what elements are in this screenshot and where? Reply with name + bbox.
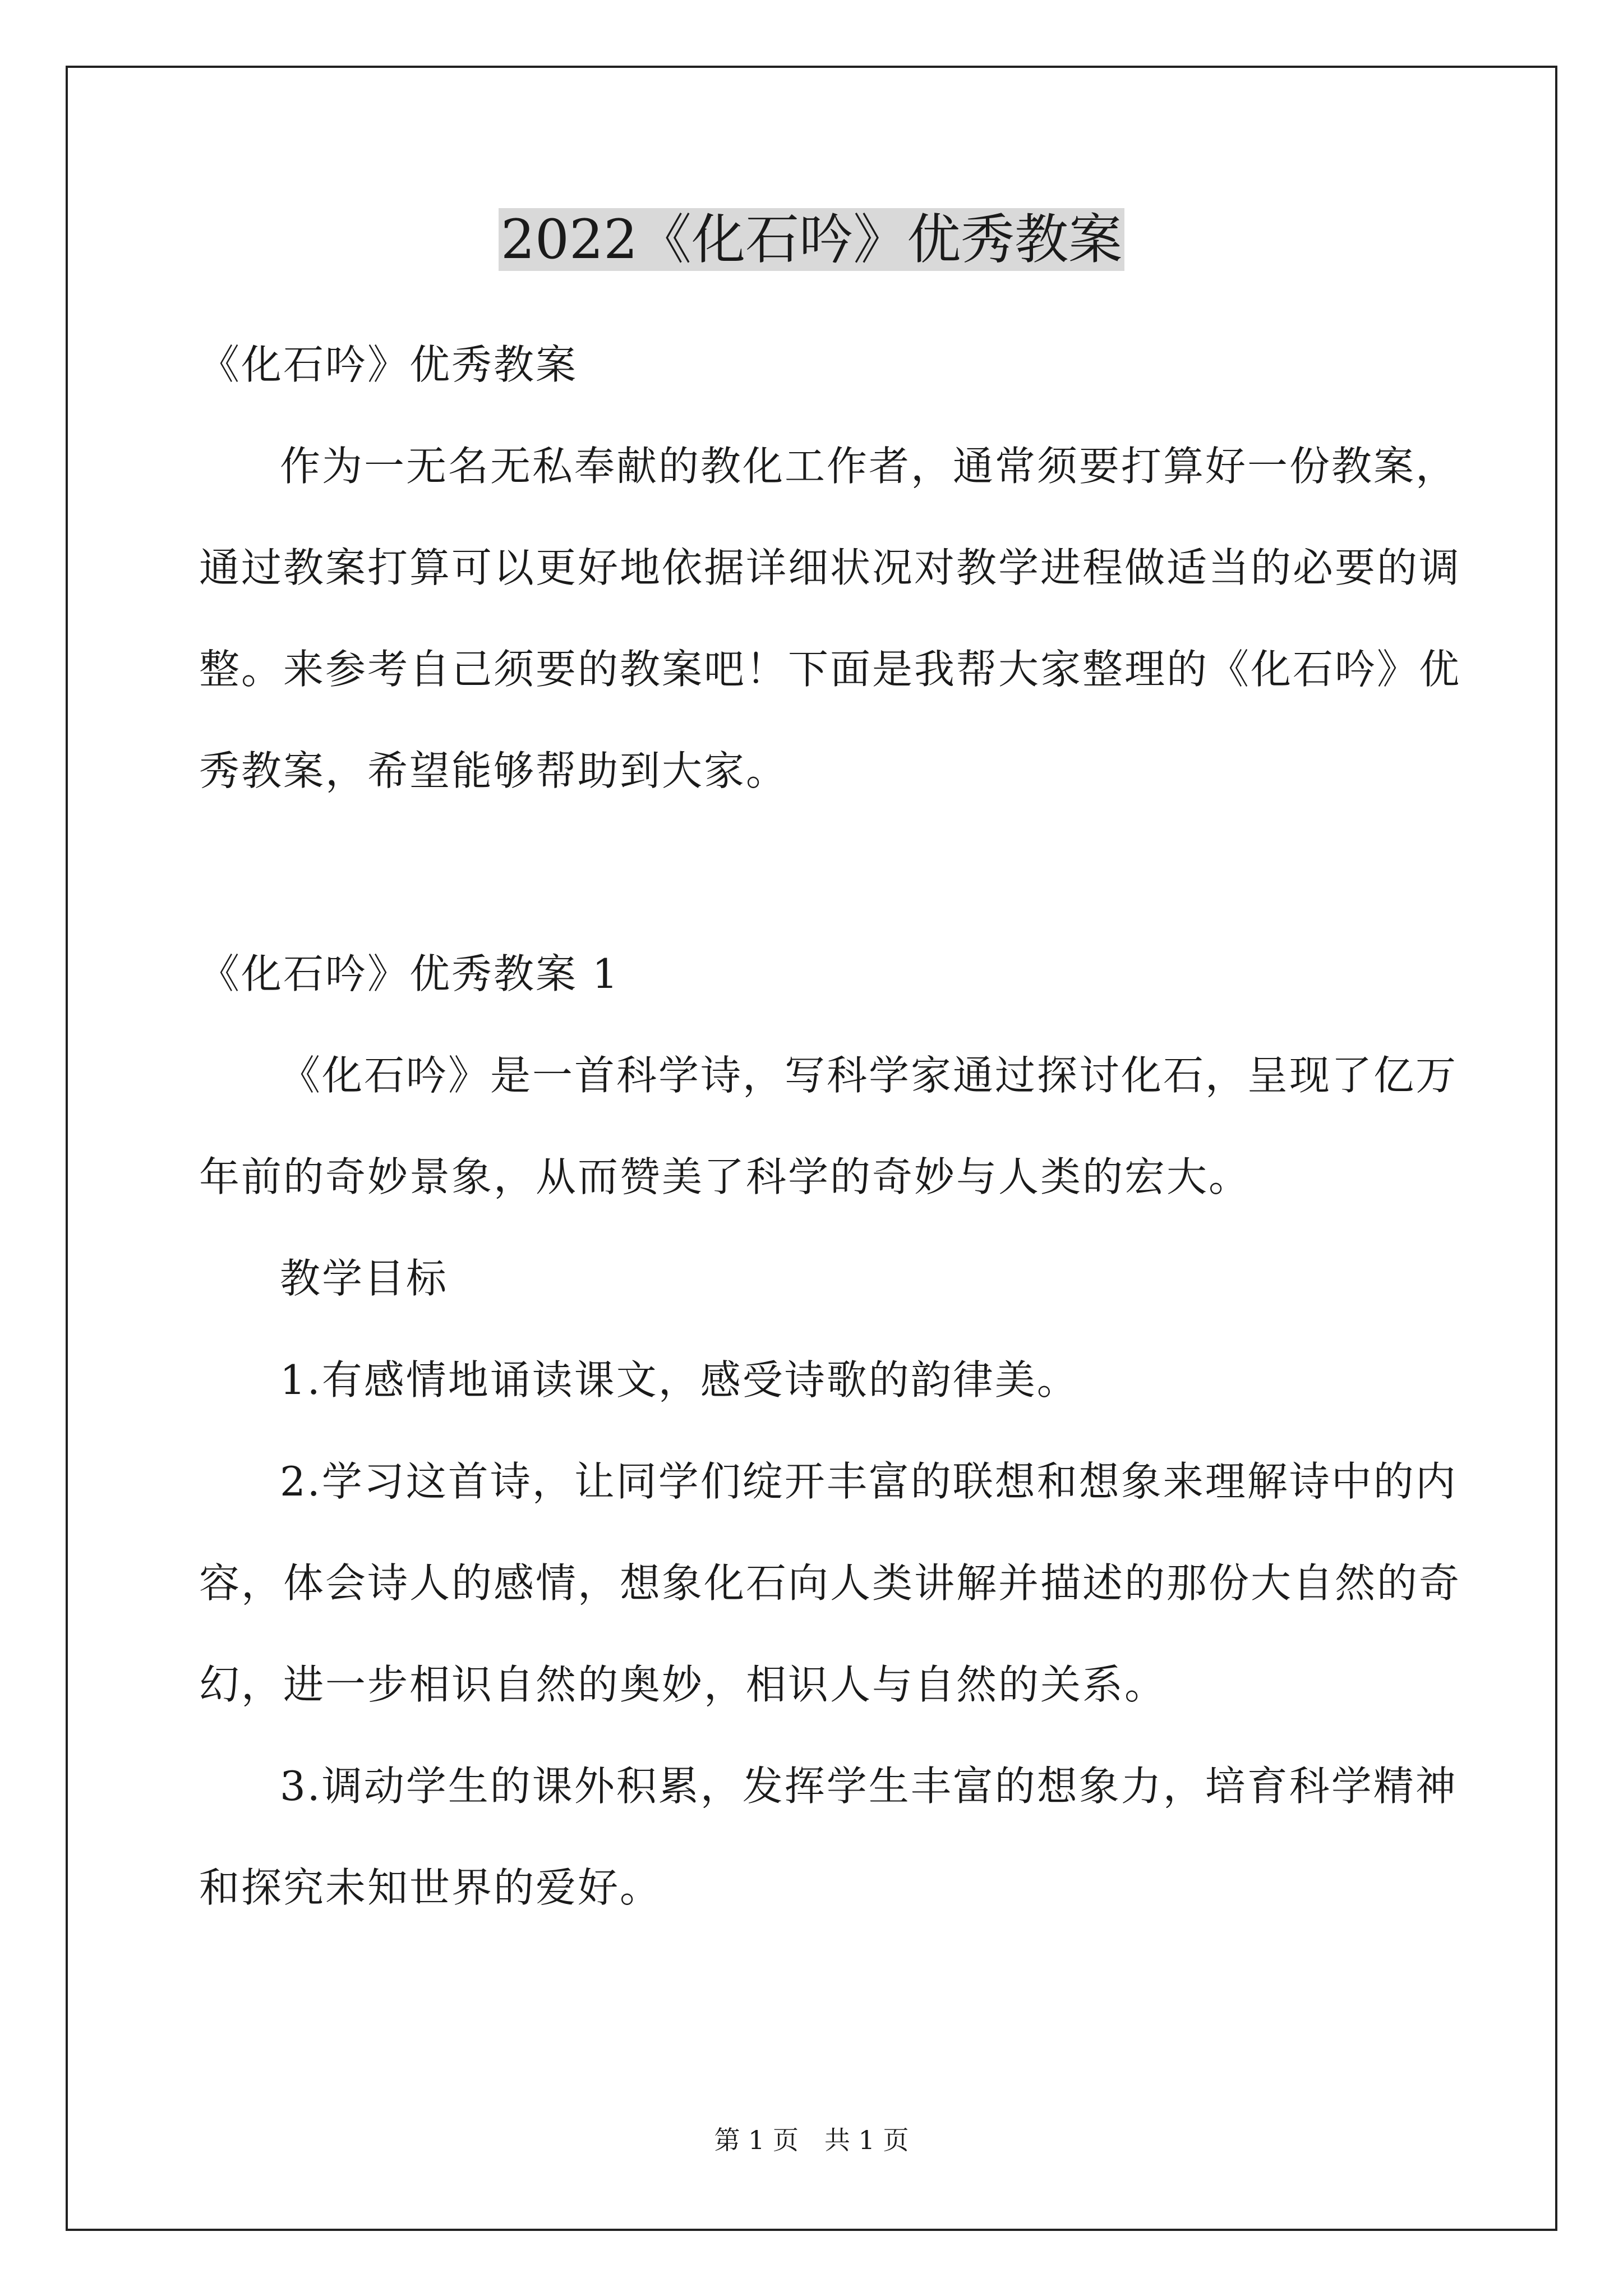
document-title [0,203,1623,276]
document-body [199,314,1461,1939]
goal-line: 幻，进一步相识自然的奥妙，相识人与自然的关系。 [199,1661,1167,1708]
document-subtitle: 《化石吟》优秀教案 [199,341,578,388]
intro-line: 秀教案，希望能够帮助到大家。 [199,747,789,794]
paragraph-gap [199,822,1427,923]
intro-line: 作为一无名无私奉献的教化工作者，通常须要打算好一份教案， [280,443,1458,490]
page-footer: 第 1 页 共 1 页 [714,2125,909,2155]
section-line: 年前的奇妙景象，从而赞美了科学的奇妙与人类的宏大。 [199,1153,1251,1200]
goals-heading: 教学目标 [280,1255,449,1302]
section-heading: 《化石吟》优秀教案 1 [199,950,620,997]
section-line: 《化石吟》是一首科学诗，写科学家通过探讨化石，呈现了亿万 [280,1052,1458,1099]
intro-line: 通过教案打算可以更好地依据详细状况对教学进程做适当的必要的调 [199,544,1461,591]
goal-line: 和探究未知世界的爱好。 [199,1864,662,1911]
goal-line: 2.学习这首诗，让同学们绽开丰富的联想和想象来理解诗中的内 [280,1458,1458,1505]
document-title-text: 2022《化石吟》优秀教案 [499,208,1124,271]
goal-line: 3.调动学生的课外积累，发挥学生丰富的想象力，培育科学精神 [280,1763,1458,1810]
goal-line: 容，体会诗人的感情，想象化石向人类讲解并描述的那份大自然的奇 [199,1559,1461,1607]
goal-line: 1.有感情地诵读课文，感受诗歌的韵律美。 [280,1356,1079,1404]
intro-line: 整。来参考自己须要的教案吧！下面是我帮大家整理的《化石吟》优 [199,646,1461,693]
